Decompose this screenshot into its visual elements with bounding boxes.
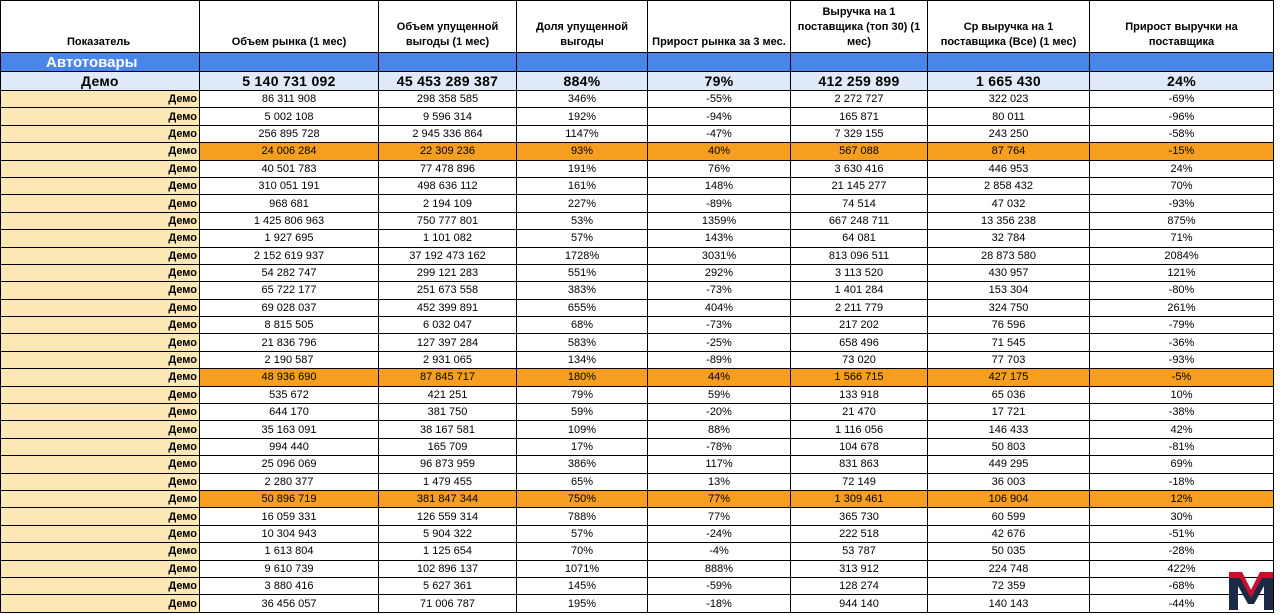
row-label[interactable]: Демо	[1, 334, 200, 351]
cell[interactable]: 222 518	[791, 525, 928, 542]
cell[interactable]: 140 143	[928, 595, 1090, 612]
cell[interactable]: 298 358 585	[379, 91, 517, 108]
cell[interactable]: 404%	[648, 299, 791, 316]
cell[interactable]: 21 470	[791, 404, 928, 421]
cell[interactable]: -58%	[1090, 125, 1274, 142]
cell[interactable]: 96 873 959	[379, 456, 517, 473]
cell[interactable]: 1 101 082	[379, 230, 517, 247]
cell[interactable]: -73%	[648, 317, 791, 334]
cell[interactable]: 68%	[517, 317, 648, 334]
row-label[interactable]: Демо	[1, 351, 200, 368]
table-row	[1, 230, 1274, 247]
cell[interactable]: 13%	[648, 473, 791, 490]
row-label[interactable]: Демо	[1, 386, 200, 403]
cell[interactable]: 13 356 238	[928, 212, 1090, 229]
cell[interactable]: 35 163 091	[200, 421, 379, 438]
row-label[interactable]: Демо	[1, 125, 200, 142]
row-label[interactable]: Демо	[1, 438, 200, 455]
cell[interactable]: 1 613 804	[200, 543, 379, 560]
cell[interactable]: 17 721	[928, 404, 1090, 421]
cell[interactable]: -73%	[648, 282, 791, 299]
cell[interactable]: 535 672	[200, 386, 379, 403]
cell[interactable]: 25 096 069	[200, 456, 379, 473]
table-row	[1, 543, 1274, 560]
category-label[interactable]: Автотовары	[1, 53, 200, 72]
cell[interactable]: 192%	[517, 108, 648, 125]
table-row	[1, 386, 1274, 403]
table-row	[1, 438, 1274, 455]
row-label[interactable]: Демо	[1, 577, 200, 594]
table-row	[1, 108, 1274, 125]
total-cell[interactable]: 79%	[648, 72, 791, 91]
total-cell[interactable]: 884%	[517, 72, 648, 91]
cell[interactable]: 5 904 322	[379, 525, 517, 542]
cell[interactable]: 788%	[517, 508, 648, 525]
cell[interactable]: -94%	[648, 108, 791, 125]
cell[interactable]: 37 192 473 162	[379, 247, 517, 264]
cell[interactable]: 102 896 137	[379, 560, 517, 577]
cell[interactable]: -47%	[648, 125, 791, 142]
cell[interactable]: 22 309 236	[379, 143, 517, 160]
cell[interactable]: 322 023	[928, 91, 1090, 108]
cell[interactable]: -15%	[1090, 143, 1274, 160]
cell[interactable]: 109%	[517, 421, 648, 438]
cell[interactable]: -80%	[1090, 282, 1274, 299]
cell[interactable]: 64 081	[791, 230, 928, 247]
row-label[interactable]: Демо	[1, 560, 200, 577]
cell[interactable]	[1090, 53, 1274, 72]
cell[interactable]: 452 399 891	[379, 299, 517, 316]
row-label[interactable]: Демо	[1, 421, 200, 438]
cell[interactable]: 994 440	[200, 438, 379, 455]
cell[interactable]: 72 149	[791, 473, 928, 490]
cell[interactable]: -24%	[648, 525, 791, 542]
cell[interactable]: 79%	[517, 386, 648, 403]
table-row	[1, 490, 1274, 507]
cell[interactable]: 2 280 377	[200, 473, 379, 490]
cell[interactable]: 1 566 715	[791, 369, 928, 386]
cell[interactable]: 2 190 587	[200, 351, 379, 368]
cell[interactable]: 888%	[648, 560, 791, 577]
cell[interactable]: 42 676	[928, 525, 1090, 542]
cell[interactable]: -78%	[648, 438, 791, 455]
cell[interactable]: 60 599	[928, 508, 1090, 525]
m-logo-icon	[1226, 566, 1276, 612]
cell[interactable]: 77%	[648, 508, 791, 525]
cell[interactable]: 146 433	[928, 421, 1090, 438]
cell[interactable]: -93%	[1090, 351, 1274, 368]
cell[interactable]: 54 282 747	[200, 264, 379, 281]
cell[interactable]: 50 035	[928, 543, 1090, 560]
table-row	[1, 473, 1274, 490]
cell[interactable]: 2 858 432	[928, 177, 1090, 194]
cell[interactable]: 3 880 416	[200, 577, 379, 594]
cell[interactable]: -59%	[648, 577, 791, 594]
cell[interactable]: 71 545	[928, 334, 1090, 351]
table-row	[1, 264, 1274, 281]
header-cell[interactable]: Ср выручка на 1 поставщика (Все) (1 мес)	[928, 1, 1090, 53]
cell[interactable]: 128 274	[791, 577, 928, 594]
cell[interactable]	[200, 53, 379, 72]
cell[interactable]: 2 945 336 864	[379, 125, 517, 142]
cell[interactable]: 70%	[517, 543, 648, 560]
table-row	[1, 143, 1274, 160]
table-row	[1, 317, 1274, 334]
cell[interactable]: -36%	[1090, 334, 1274, 351]
cell[interactable]: 313 912	[791, 560, 928, 577]
cell[interactable]: 446 953	[928, 160, 1090, 177]
cell[interactable]: 583%	[517, 334, 648, 351]
cell[interactable]: -79%	[1090, 317, 1274, 334]
cell[interactable]: 346%	[517, 91, 648, 108]
cell[interactable]: 227%	[517, 195, 648, 212]
cell[interactable]: 381 750	[379, 404, 517, 421]
cell[interactable]: 875%	[1090, 212, 1274, 229]
cell[interactable]: 70%	[1090, 177, 1274, 194]
cell[interactable]	[517, 53, 648, 72]
row-label[interactable]: Демо	[1, 369, 200, 386]
cell[interactable]: 106 904	[928, 490, 1090, 507]
cell[interactable]: 104 678	[791, 438, 928, 455]
cell[interactable]: 9 596 314	[379, 108, 517, 125]
cell[interactable]: 57%	[517, 525, 648, 542]
cell[interactable]: 50 896 719	[200, 490, 379, 507]
cell[interactable]: 1 401 284	[791, 282, 928, 299]
cell[interactable]: 498 636 112	[379, 177, 517, 194]
cell[interactable]: 71%	[1090, 230, 1274, 247]
table-row	[1, 212, 1274, 229]
row-label[interactable]: Демо	[1, 230, 200, 247]
cell[interactable]: 2 152 619 937	[200, 247, 379, 264]
cell[interactable]: 430 957	[928, 264, 1090, 281]
cell[interactable]	[379, 53, 517, 72]
cell[interactable]: 655%	[517, 299, 648, 316]
cell[interactable]: 50 803	[928, 438, 1090, 455]
total-cell[interactable]: 1 665 430	[928, 72, 1090, 91]
cell[interactable]: 831 863	[791, 456, 928, 473]
header-cell[interactable]: Объем упущенной выгоды (1 мес)	[379, 1, 517, 53]
cell[interactable]: 24%	[1090, 160, 1274, 177]
cell[interactable]	[648, 53, 791, 72]
row-label[interactable]: Демо	[1, 195, 200, 212]
cell[interactable]: 299 121 283	[379, 264, 517, 281]
cell[interactable]: 87 764	[928, 143, 1090, 160]
cell[interactable]: 3031%	[648, 247, 791, 264]
cell[interactable]: 421 251	[379, 386, 517, 403]
cell[interactable]: 1147%	[517, 125, 648, 142]
cell[interactable]: 10 304 943	[200, 525, 379, 542]
cell[interactable]: 813 096 511	[791, 247, 928, 264]
row-label[interactable]: Демо	[1, 473, 200, 490]
cell[interactable]: 449 295	[928, 456, 1090, 473]
cell[interactable]: 88%	[648, 421, 791, 438]
row-label[interactable]: Демо	[1, 177, 200, 194]
cell[interactable]: 87 845 717	[379, 369, 517, 386]
cell[interactable]: 644 170	[200, 404, 379, 421]
header-cell[interactable]: Показатель	[1, 1, 200, 53]
table-row	[1, 577, 1274, 594]
cell[interactable]: 36 456 057	[200, 595, 379, 612]
cell[interactable]: 750 777 801	[379, 212, 517, 229]
cell[interactable]: 74 514	[791, 195, 928, 212]
cell[interactable]: 324 750	[928, 299, 1090, 316]
total-cell[interactable]: 5 140 731 092	[200, 72, 379, 91]
header-cell[interactable]: Доля упущенной выгоды	[517, 1, 648, 53]
table-row	[1, 125, 1274, 142]
total-row	[1, 72, 1274, 91]
row-label[interactable]: Демо	[1, 317, 200, 334]
cell[interactable]: 117%	[648, 456, 791, 473]
cell[interactable]: 53 787	[791, 543, 928, 560]
table-row	[1, 421, 1274, 438]
table-row	[1, 282, 1274, 299]
cell[interactable]: 77 703	[928, 351, 1090, 368]
cell[interactable]: 2 931 065	[379, 351, 517, 368]
cell[interactable]: 161%	[517, 177, 648, 194]
row-label[interactable]: Демо	[1, 212, 200, 229]
cell[interactable]: -69%	[1090, 91, 1274, 108]
row-label[interactable]: Демо	[1, 525, 200, 542]
cell[interactable]: 32 784	[928, 230, 1090, 247]
row-label[interactable]: Демо	[1, 143, 200, 160]
cell[interactable]: 968 681	[200, 195, 379, 212]
cell[interactable]: 76 596	[928, 317, 1090, 334]
cell[interactable]: 2 272 727	[791, 91, 928, 108]
cell[interactable]: 121%	[1090, 264, 1274, 281]
cell[interactable]: 365 730	[791, 508, 928, 525]
table-row	[1, 160, 1274, 177]
cell[interactable]: 12%	[1090, 490, 1274, 507]
table-row	[1, 299, 1274, 316]
header-cell[interactable]: Прирост рынка за 3 мес.	[648, 1, 791, 53]
cell[interactable]: 750%	[517, 490, 648, 507]
cell[interactable]: 165 871	[791, 108, 928, 125]
cell[interactable]: 21 145 277	[791, 177, 928, 194]
cell[interactable]: -93%	[1090, 195, 1274, 212]
table-row	[1, 91, 1274, 108]
cell[interactable]: 191%	[517, 160, 648, 177]
cell[interactable]: 261%	[1090, 299, 1274, 316]
header-row	[1, 1, 1274, 53]
cell[interactable]: 422%	[1090, 560, 1274, 577]
row-label[interactable]: Демо	[1, 404, 200, 421]
cell[interactable]: 145%	[517, 577, 648, 594]
cell[interactable]: -5%	[1090, 369, 1274, 386]
cell[interactable]: 38 167 581	[379, 421, 517, 438]
cell[interactable]: -96%	[1090, 108, 1274, 125]
cell[interactable]: 381 847 344	[379, 490, 517, 507]
cell[interactable]	[791, 53, 928, 72]
total-cell[interactable]: 412 259 899	[791, 72, 928, 91]
cell[interactable]: 5 002 108	[200, 108, 379, 125]
row-label[interactable]: Демо	[1, 282, 200, 299]
header-cell[interactable]: Прирост выручки на поставщика	[1090, 1, 1274, 53]
cell[interactable]: 1359%	[648, 212, 791, 229]
cell[interactable]: 1728%	[517, 247, 648, 264]
row-label[interactable]: Демо	[1, 456, 200, 473]
total-cell[interactable]: 45 453 289 387	[379, 72, 517, 91]
cell[interactable]: 86 311 908	[200, 91, 379, 108]
table-row	[1, 508, 1274, 525]
cell[interactable]: 40%	[648, 143, 791, 160]
cell[interactable]: -89%	[648, 351, 791, 368]
row-label[interactable]: Демо	[1, 490, 200, 507]
cell[interactable]: -38%	[1090, 404, 1274, 421]
cell[interactable]: -68%	[1090, 577, 1274, 594]
cell[interactable]: 24 006 284	[200, 143, 379, 160]
cell[interactable]: 76%	[648, 160, 791, 177]
cell[interactable]: 1 125 654	[379, 543, 517, 560]
cell[interactable]: 217 202	[791, 317, 928, 334]
cell[interactable]: -81%	[1090, 438, 1274, 455]
cell[interactable]: -51%	[1090, 525, 1274, 542]
cell[interactable]: 667 248 711	[791, 212, 928, 229]
cell[interactable]: 42%	[1090, 421, 1274, 438]
row-label[interactable]: Демо	[1, 91, 200, 108]
cell[interactable]: 2 194 109	[379, 195, 517, 212]
table-row	[1, 351, 1274, 368]
header-cell[interactable]: Объем рынка (1 мес)	[200, 1, 379, 53]
cell[interactable]: 551%	[517, 264, 648, 281]
total-cell[interactable]: 24%	[1090, 72, 1274, 91]
cell[interactable]: 165 709	[379, 438, 517, 455]
cell[interactable]: 567 088	[791, 143, 928, 160]
cell[interactable]: 944 140	[791, 595, 928, 612]
cell[interactable]: 73 020	[791, 351, 928, 368]
cell[interactable]: 148%	[648, 177, 791, 194]
table-row	[1, 177, 1274, 194]
cell[interactable]: 80 011	[928, 108, 1090, 125]
cell[interactable]: 77 478 896	[379, 160, 517, 177]
row-label[interactable]: Демо	[1, 108, 200, 125]
table-row	[1, 560, 1274, 577]
header-cell[interactable]: Выручка на 1 поставщика (топ 30) (1 мес)	[791, 1, 928, 53]
cell[interactable]: 6 032 047	[379, 317, 517, 334]
cell[interactable]: 658 496	[791, 334, 928, 351]
table-row	[1, 456, 1274, 473]
cell[interactable]: 47 032	[928, 195, 1090, 212]
cell[interactable]: 8 815 505	[200, 317, 379, 334]
cell[interactable]: 133 918	[791, 386, 928, 403]
cell[interactable]: 1 479 455	[379, 473, 517, 490]
cell[interactable]: 17%	[517, 438, 648, 455]
cell[interactable]: 2084%	[1090, 247, 1274, 264]
cell[interactable]: -20%	[648, 404, 791, 421]
cell[interactable]: 3 630 416	[791, 160, 928, 177]
cell[interactable]: -44%	[1090, 595, 1274, 612]
cell[interactable]: 153 304	[928, 282, 1090, 299]
cell[interactable]: 65 722 177	[200, 282, 379, 299]
cell[interactable]: 10%	[1090, 386, 1274, 403]
cell[interactable]: 180%	[517, 369, 648, 386]
cell[interactable]: 59%	[648, 386, 791, 403]
cell[interactable]: 7 329 155	[791, 125, 928, 142]
cell[interactable]: 243 250	[928, 125, 1090, 142]
cell[interactable]: 59%	[517, 404, 648, 421]
cell[interactable]: 1 309 461	[791, 490, 928, 507]
cell[interactable]: 224 748	[928, 560, 1090, 577]
cell[interactable]: 72 359	[928, 577, 1090, 594]
row-label[interactable]: Демо	[1, 264, 200, 281]
cell[interactable]: 1 425 806 963	[200, 212, 379, 229]
table-row	[1, 195, 1274, 212]
cell[interactable]: 256 895 728	[200, 125, 379, 142]
cell[interactable]: 134%	[517, 351, 648, 368]
cell[interactable]: -55%	[648, 91, 791, 108]
cell[interactable]: 427 175	[928, 369, 1090, 386]
cell[interactable]: 195%	[517, 595, 648, 612]
cell[interactable]: 2 211 779	[791, 299, 928, 316]
cell[interactable]: 3 113 520	[791, 264, 928, 281]
cell[interactable]: -25%	[648, 334, 791, 351]
cell[interactable]: 93%	[517, 143, 648, 160]
cell[interactable]: 1 116 056	[791, 421, 928, 438]
cell[interactable]: 292%	[648, 264, 791, 281]
cell[interactable]: 53%	[517, 212, 648, 229]
cell[interactable]: 143%	[648, 230, 791, 247]
cell[interactable]: 40 501 783	[200, 160, 379, 177]
cell[interactable]: 16 059 331	[200, 508, 379, 525]
cell[interactable]: 383%	[517, 282, 648, 299]
table-row	[1, 247, 1274, 264]
row-label[interactable]: Демо	[1, 595, 200, 612]
row-label[interactable]: Демо	[1, 299, 200, 316]
cell[interactable]: 30%	[1090, 508, 1274, 525]
cell[interactable]: 77%	[648, 490, 791, 507]
table-row	[1, 334, 1274, 351]
cell[interactable]: 126 559 314	[379, 508, 517, 525]
cell[interactable]: -28%	[1090, 543, 1274, 560]
cell[interactable]: 57%	[517, 230, 648, 247]
cell[interactable]: 48 936 690	[200, 369, 379, 386]
row-label[interactable]: Демо	[1, 508, 200, 525]
cell[interactable]: -18%	[1090, 473, 1274, 490]
cell[interactable]: 36 003	[928, 473, 1090, 490]
cell[interactable]: 44%	[648, 369, 791, 386]
cell[interactable]: 1 927 695	[200, 230, 379, 247]
cell[interactable]: 28 873 580	[928, 247, 1090, 264]
table-row	[1, 525, 1274, 542]
cell[interactable]: 71 006 787	[379, 595, 517, 612]
cell[interactable]: -4%	[648, 543, 791, 560]
row-label[interactable]: Демо	[1, 160, 200, 177]
cell[interactable]: 65 036	[928, 386, 1090, 403]
total-label[interactable]: Демо	[1, 72, 200, 91]
cell[interactable]: 5 627 361	[379, 577, 517, 594]
cell[interactable]: 251 673 558	[379, 282, 517, 299]
cell[interactable]: 127 397 284	[379, 334, 517, 351]
row-label[interactable]: Демо	[1, 543, 200, 560]
row-label[interactable]: Демо	[1, 247, 200, 264]
cell[interactable]: -89%	[648, 195, 791, 212]
cell[interactable]: -18%	[648, 595, 791, 612]
cell[interactable]: 65%	[517, 473, 648, 490]
table-row	[1, 595, 1274, 612]
cell[interactable]	[928, 53, 1090, 72]
cell[interactable]: 69%	[1090, 456, 1274, 473]
category-row	[1, 53, 1274, 72]
cell[interactable]: 386%	[517, 456, 648, 473]
table-row	[1, 404, 1274, 421]
cell[interactable]: 21 836 796	[200, 334, 379, 351]
cell[interactable]: 9 610 739	[200, 560, 379, 577]
cell[interactable]: 1071%	[517, 560, 648, 577]
table-row	[1, 369, 1274, 386]
cell[interactable]: 69 028 037	[200, 299, 379, 316]
cell[interactable]: 310 051 191	[200, 177, 379, 194]
